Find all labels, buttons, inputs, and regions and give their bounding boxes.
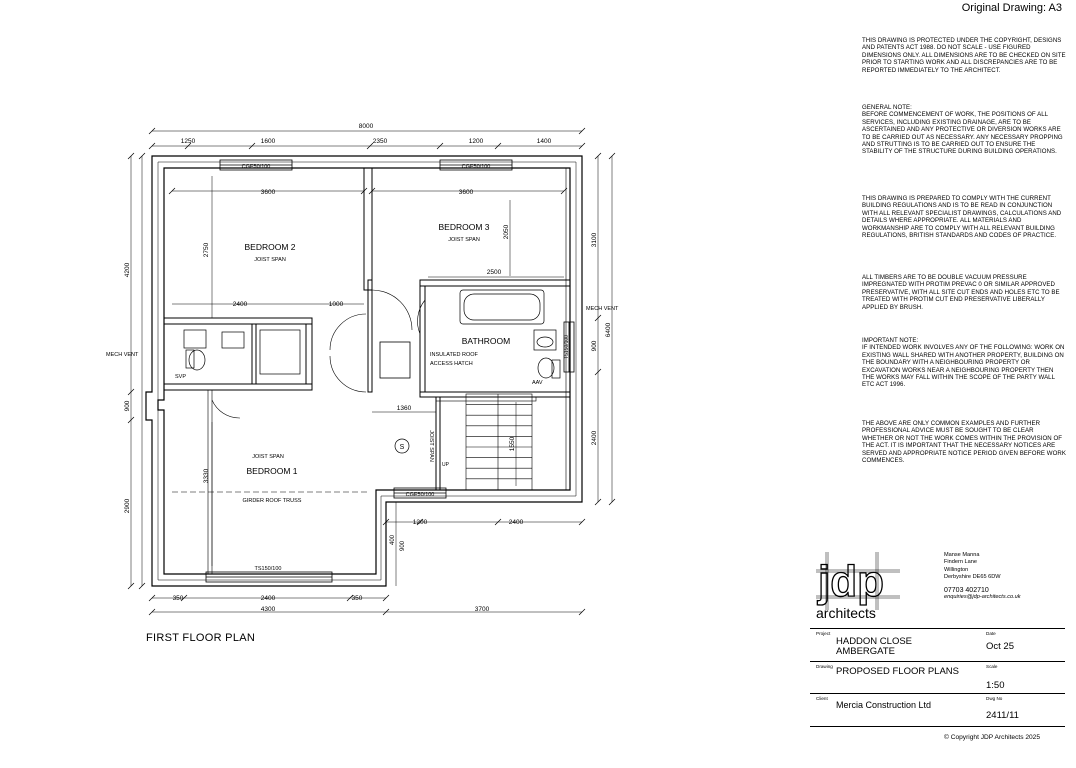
- room-bedroom-3: BEDROOM 3: [438, 222, 490, 232]
- dim-right-3: 2400: [591, 430, 598, 446]
- drawing-scale: 1:50: [986, 680, 1005, 691]
- hatch-label-1: INSULATED ROOF: [430, 352, 478, 358]
- dim-bottom-4: 4300: [260, 606, 276, 613]
- dim-bottom-5: 3700: [474, 606, 490, 613]
- aav-label: AAV: [532, 380, 543, 386]
- staircase: [466, 394, 532, 490]
- mech-vent-left: MECH VENT: [106, 352, 139, 358]
- mech-vent-right: MECH VENT: [586, 306, 619, 312]
- dim-bed3-width: 3600: [458, 189, 474, 196]
- title-block-project: Project Date HADDON CLOSE AMBERGATE Oct 25: [810, 628, 1065, 661]
- drawing-number: 2411/11: [986, 710, 1019, 721]
- joist-span-label: JOIST SPAN: [448, 237, 480, 243]
- dim-overall: 8000: [358, 123, 374, 130]
- title-block-drawing: Drawing Scale PROPOSED FLOOR PLANS 1:50: [810, 661, 1065, 694]
- practice-phone: 07703 402710: [944, 586, 989, 594]
- important-note-1: IF INTENDED WORK INVOLVES ANY OF THE FOLLOWING: WORK ON EXISTING WALL SHARED WITH ANOTHER PROPERTY, BUILDING ON THE BOUNDARY WITH A NEIGHBOURING PROPERTY OR EXCAVATION WORKS NEAR A NEIGHBOURING PROPERTY THEN THE WORKS MAY FALL WITHIN THE SCOPE OF THE PARTY WALL ETC ACT 1996.: [862, 344, 1065, 389]
- room-bathroom: BATHROOM: [461, 336, 511, 346]
- room-bedroom-2: BEDROOM 2: [244, 242, 296, 252]
- important-note-heading: IMPORTANT NOTE:: [862, 337, 919, 344]
- window-label-3: CGE50/100: [405, 492, 435, 498]
- general-note-3: ALL TIMBERS ARE TO BE DOUBLE VACUUM PRESSURE IMPREGNATED WITH PROTIM PREVAC 0 OR SIMILAR APPROVED PRESERVATIVE, WITH ALL SITE CUT ENDS AND HOLES ETC TO BE TREATED WITH PROTIM CUT END PRESERVATIVE LIBERALLY APPLIED BY BRUSH.: [862, 274, 1060, 311]
- project-location: AMBERGATE: [836, 646, 895, 657]
- dim-lower-2: 2400: [508, 519, 524, 526]
- logo-subtitle: architects: [816, 605, 876, 621]
- joist-span-label: JOIST SPAN: [254, 257, 286, 263]
- window-label-2: CGE50/100: [461, 164, 491, 170]
- joist-span-label: JOIST SPAN: [428, 430, 434, 462]
- practice-address: Manse Manna Findern Lane Willington Derbyshire DE65 6DW 07703 402710 enquiries@jdp-architects.co.uk: [944, 552, 1021, 601]
- dim-bottom-1: 350: [172, 595, 184, 602]
- dim-porch: 900: [400, 540, 406, 552]
- general-note-2: THIS DRAWING IS PREPARED TO COMPLY WITH THE CURRENT BUILDING REGULATIONS AND IS TO BE READ IN CONJUNCTION WITH ALL RELEVANT SPECIALIST DRAWINGS, CALCULATIONS AND DETAILS WHERE APPROPRIATE. ALL MATERIALS AND WORKMANSHIP ARE TO COMPLY WITH ALL RELEVANT BUILDING REGULATIONS, BRITISH STANDARDS AND CODES OF PRACTICE.: [862, 195, 1062, 240]
- dim-bed3-height: 2050: [503, 224, 510, 240]
- window-label-4: TS150/100: [254, 566, 282, 572]
- dim-left-small: 400: [390, 534, 396, 546]
- title-block-client: Client Dwg No Mercia Construction Ltd 2411/11: [810, 693, 1065, 727]
- dim-top-4: 1200: [468, 138, 484, 145]
- dim-left-3: 2900: [124, 498, 131, 514]
- window-label-1: CGE50/100: [241, 164, 271, 170]
- dim-bed2-width: 3600: [260, 189, 276, 196]
- dim-left-1: 4200: [124, 262, 131, 278]
- dim-stair: 1550: [509, 436, 516, 452]
- dim-top-5: 1400: [536, 138, 552, 145]
- drawing-title: PROPOSED FLOOR PLANS: [836, 666, 960, 677]
- dim-right-total: 6400: [605, 322, 612, 338]
- dim-mid-a: 2400: [232, 301, 248, 308]
- dim-right-2: 900: [591, 340, 598, 352]
- important-note: [862, 337, 1066, 389]
- smoke-detector-label: S: [399, 444, 405, 451]
- client-name: Mercia Construction Ltd: [836, 700, 932, 710]
- logo-mark: jdp: [818, 557, 884, 606]
- hatch-label-2: ACCESS HATCH: [430, 361, 473, 367]
- stair-up-label: UP: [442, 462, 449, 468]
- dim-top-1: 1250: [180, 138, 196, 145]
- dim-top-3: 2350: [372, 138, 388, 145]
- window-label-5: T5150/100: [564, 335, 570, 359]
- girder-truss-label: GIRDER ROOF TRUSS: [242, 498, 302, 504]
- copyright-notice: THIS DRAWING IS PROTECTED UNDER THE COPYRIGHT, DESIGNS AND PATENTS ACT 1988. DO NOT SCALE - USE FIGURED DIMENSIONS ONLY. ALL DIMENSIONS ARE TO BE CHECKED ON SITE PRIOR TO STARTING WORK AND ALL DISCREPANCIES ARE TO BE REPORTED IMMEDIATELY TO THE ARCHITECT.: [862, 37, 1066, 74]
- copyright-footer: © Copyright JDP Architects 2025: [944, 734, 1040, 741]
- svp-label: SVP: [175, 374, 187, 380]
- floor-plan-title: FIRST FLOOR PLAN: [146, 632, 256, 644]
- practice-email: enquiries@jdp-architects.co.uk: [944, 594, 1021, 601]
- dim-bath-width: 2500: [486, 269, 502, 276]
- dim-mid-b: 1000: [328, 301, 344, 308]
- dim-bottom-3: 350: [351, 595, 363, 602]
- roof-hatch: [380, 342, 410, 378]
- important-note-2: THE ABOVE ARE ONLY COMMON EXAMPLES AND FURTHER PROFESSIONAL ADVICE MUST BE SOUGHT TO BE CLEAR WHETHER OR NOT THE WORK COMES WITHIN THE PROVISION OF THE ACT. IT IS IMPORTANT THAT THE NECESSARY NOTICES ARE SERVED AND APPROPRIATE NOTICE PERIOD GIVEN BEFORE WORK COMMENCES.: [862, 420, 1066, 465]
- general-note-heading: GENERAL NOTE:: [862, 104, 912, 111]
- drawing-date: Oct 25: [986, 641, 1014, 652]
- dim-right-1: 3100: [591, 232, 598, 248]
- dim-landing: 1360: [396, 405, 412, 412]
- general-note: [862, 104, 1066, 156]
- dim-bed2-height: 2750: [203, 242, 210, 258]
- dim-left-2: 900: [124, 400, 131, 412]
- doors: [212, 290, 425, 418]
- general-note-1: BEFORE COMMENCEMENT OF WORK, THE POSITIONS OF ALL SERVICES, INCLUDING EXISTING DRAINAGE, ARE TO BE ASCERTAINED AND ANY PROTECTIVE OR DIVERSION WORKS ARE TO BE CARRIED OUT AS NECESSARY. ANY NECESSARY PROPPING AND STRUTTING IS TO BE CARRIED OUT TO ENSURE THE STABILITY OF THE STRUCTURE DURING BUILDING OPERATIONS.: [862, 111, 1063, 156]
- original-drawing-label: Original Drawing: A3: [961, 2, 1062, 14]
- room-bedroom-1: BEDROOM 1: [246, 466, 298, 476]
- dim-lower-1: 1200: [412, 519, 428, 526]
- dim-bed1-height: 3330: [203, 468, 210, 484]
- project-name: HADDON CLOSE: [836, 636, 913, 647]
- dim-bottom-2: 2400: [260, 595, 276, 602]
- jdp-architects-logo: [816, 552, 926, 622]
- joist-span-label: JOIST SPAN: [252, 454, 284, 460]
- dim-top-2: 1600: [260, 138, 276, 145]
